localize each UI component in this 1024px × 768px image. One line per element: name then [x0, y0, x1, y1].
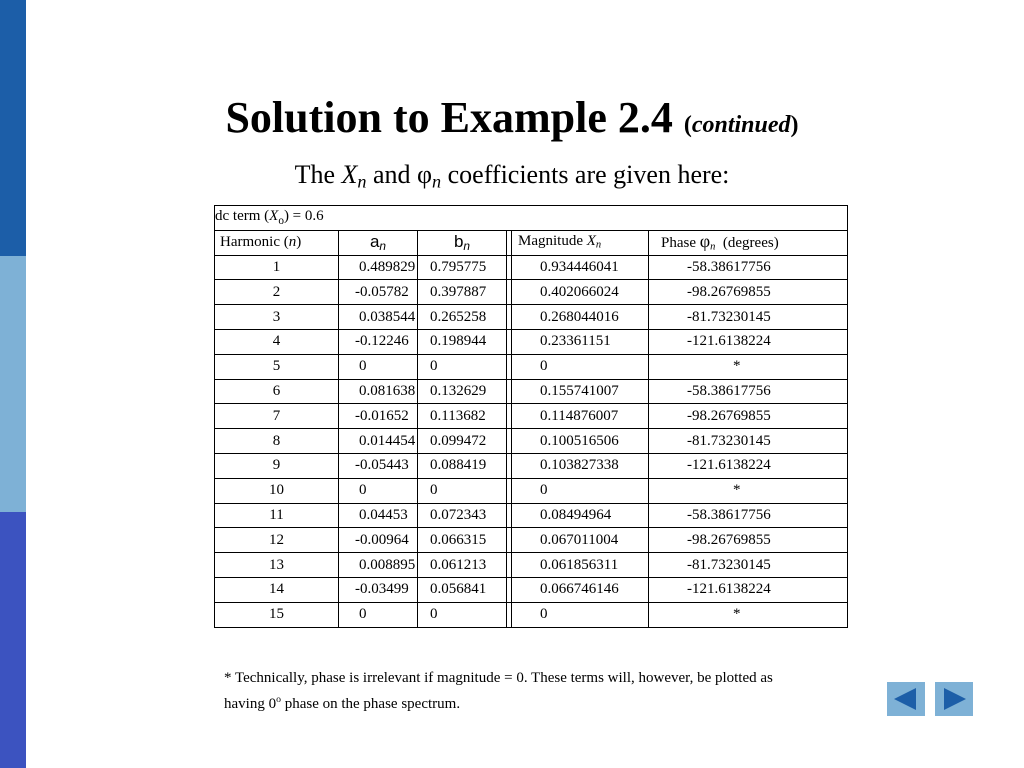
phase-value: -121.6138224 [687, 581, 771, 598]
cell-harmonic [215, 503, 339, 528]
an-value: -0.00964 [355, 531, 409, 548]
table-row [215, 503, 848, 528]
subtitle-x: X [341, 160, 358, 189]
header-magnitude-x: X [586, 233, 596, 250]
cell-harmonic [215, 453, 339, 478]
header-harmonic-n: n [288, 234, 297, 251]
an-value: -0.05782 [355, 283, 409, 300]
cell-harmonic [215, 528, 339, 553]
table-row [215, 379, 848, 404]
table-row [215, 280, 848, 305]
magnitude-value: 0.103827338 [540, 457, 619, 474]
bn-value: 0.056841 [430, 581, 487, 598]
bn-value: 0 [430, 606, 438, 623]
cell-bn [418, 404, 507, 429]
magnitude-value: 0 [540, 606, 548, 623]
subtitle-x-sub: n [357, 171, 367, 192]
cell-an [339, 280, 418, 305]
cell-bn [418, 305, 507, 330]
table-row [215, 329, 848, 354]
harmonic-value: 7 [272, 407, 281, 424]
phase-value: -98.26769855 [687, 283, 771, 300]
header-phase-label: Phase [661, 235, 700, 252]
harmonic-value: 10 [269, 482, 284, 499]
header-a: a [369, 231, 380, 251]
cell-magnitude [512, 453, 649, 478]
an-value: 0.04453 [359, 506, 408, 523]
cell-phase [649, 503, 848, 528]
header-row [215, 230, 848, 255]
footnote-text-pre: * Technically, phase is irrelevant if magnitude = 0. These terms will, however, be plotted as having 0 [224, 670, 773, 712]
phase-value: -81.73230145 [687, 432, 771, 449]
magnitude-value: 0.402066024 [540, 283, 619, 300]
cell-bn [418, 453, 507, 478]
header-b: b [453, 231, 464, 251]
table-row [215, 305, 848, 330]
harmonic-value: 9 [272, 457, 281, 474]
bn-value: 0.132629 [430, 382, 487, 399]
magnitude-value: 0.100516506 [540, 432, 619, 449]
cell-magnitude [512, 553, 649, 578]
dc-term-cell [215, 206, 848, 231]
table-row [215, 404, 848, 429]
previous-slide-button[interactable] [887, 682, 925, 716]
phase-value: -121.6138224 [687, 457, 771, 474]
magnitude-value: 0.23361151 [540, 333, 611, 350]
table-row [215, 453, 848, 478]
cell-bn [418, 577, 507, 602]
an-value: -0.12246 [355, 333, 409, 350]
header-magnitude-label: Magnitude [518, 233, 587, 250]
magnitude-value: 0.934446041 [540, 258, 619, 275]
harmonic-value: 2 [272, 283, 281, 300]
table-row [215, 528, 848, 553]
cell-harmonic [215, 602, 339, 627]
cell-harmonic [215, 255, 339, 280]
an-value: 0.038544 [359, 308, 416, 325]
phase-value: -81.73230145 [687, 556, 771, 573]
phase-value: -58.38617756 [687, 382, 771, 399]
magnitude-value: 0.114876007 [540, 407, 619, 424]
cell-phase [649, 577, 848, 602]
cell-an [339, 305, 418, 330]
header-phase-phi: φ [699, 231, 711, 252]
cell-an [339, 404, 418, 429]
cell-phase [649, 553, 848, 578]
cell-an [339, 553, 418, 578]
cell-bn [418, 528, 507, 553]
table-row [215, 255, 848, 280]
subtitle-phi-sub: n [432, 171, 442, 192]
cell-bn [418, 379, 507, 404]
table-row [215, 429, 848, 454]
an-value: -0.05443 [355, 457, 409, 474]
cell-harmonic [215, 354, 339, 379]
footnote [224, 668, 804, 715]
magnitude-value: 0.155741007 [540, 382, 619, 399]
cell-magnitude [512, 255, 649, 280]
cell-phase [649, 429, 848, 454]
bn-value: 0.088419 [430, 457, 487, 474]
slide-title [0, 92, 1024, 143]
subtitle-and: and [372, 160, 411, 189]
cell-phase [649, 354, 848, 379]
subtitle-rest: coefficients are given here: [447, 160, 730, 189]
cell-an [339, 453, 418, 478]
bn-value: 0.072343 [430, 506, 487, 523]
an-value: 0.014454 [359, 432, 416, 449]
header-phase-sub: n [710, 241, 716, 253]
phase-value: * [733, 358, 741, 375]
cell-bn [418, 354, 507, 379]
phase-value: -58.38617756 [687, 506, 771, 523]
cell-magnitude [512, 354, 649, 379]
phase-value: -121.6138224 [687, 333, 771, 350]
header-b-sub: n [463, 238, 471, 253]
slide-subtitle [0, 160, 1024, 193]
title-paren-open: ( [683, 112, 692, 138]
cell-harmonic [215, 305, 339, 330]
phase-value: -81.73230145 [687, 308, 771, 325]
dc-label-post: ) = 0.6 [283, 207, 324, 224]
cell-bn [418, 478, 507, 503]
phase-value: -58.38617756 [687, 258, 771, 275]
an-value: 0.489829 [359, 258, 416, 275]
an-value: 0 [359, 358, 367, 375]
harmonic-value: 5 [272, 358, 281, 375]
cell-an [339, 528, 418, 553]
cell-phase [649, 404, 848, 429]
header-magnitude-sub: n [595, 239, 602, 251]
triangle-right-icon [935, 682, 973, 716]
dc-x: X [269, 207, 279, 224]
harmonic-value: 14 [269, 581, 284, 598]
cell-harmonic [215, 553, 339, 578]
bn-value: 0.795775 [430, 258, 487, 275]
phase-value: -98.26769855 [687, 407, 771, 424]
header-phase-unit: (degrees) [722, 235, 779, 252]
cell-an [339, 429, 418, 454]
bn-value: 0.099472 [430, 432, 487, 449]
cell-phase [649, 329, 848, 354]
cell-harmonic [215, 478, 339, 503]
bn-value: 0 [430, 482, 438, 499]
cell-magnitude [512, 429, 649, 454]
table-row [215, 602, 848, 627]
bn-value: 0.265258 [430, 308, 487, 325]
cell-magnitude [512, 503, 649, 528]
an-value: 0.008895 [359, 556, 416, 573]
header-an [339, 230, 418, 255]
bn-value: 0.198944 [430, 333, 487, 350]
cell-harmonic [215, 577, 339, 602]
magnitude-value: 0 [540, 358, 548, 375]
table-row [215, 577, 848, 602]
table-row [215, 478, 848, 503]
bn-value: 0.061213 [430, 556, 487, 573]
magnitude-value: 0.066746146 [540, 581, 619, 598]
magnitude-value: 0 [540, 482, 548, 499]
cell-bn [418, 503, 507, 528]
cell-an [339, 478, 418, 503]
header-harmonic-pre: Harmonic ( [220, 234, 289, 251]
phase-value: * [733, 482, 741, 499]
phase-value: -98.26769855 [687, 531, 771, 548]
harmonic-value: 1 [272, 258, 281, 275]
cell-an [339, 602, 418, 627]
cell-harmonic [215, 280, 339, 305]
cell-magnitude [512, 329, 649, 354]
cell-bn [418, 602, 507, 627]
cell-bn [418, 255, 507, 280]
cell-bn [418, 280, 507, 305]
cell-bn [418, 553, 507, 578]
cell-phase [649, 255, 848, 280]
cell-an [339, 255, 418, 280]
cell-harmonic [215, 429, 339, 454]
cell-harmonic [215, 379, 339, 404]
harmonic-value: 15 [269, 606, 284, 623]
cell-an [339, 354, 418, 379]
cell-bn [418, 429, 507, 454]
footnote-text-post: phase on the phase spectrum. [280, 696, 461, 712]
cell-magnitude [512, 404, 649, 429]
magnitude-value: 0.08494964 [540, 506, 612, 523]
cell-magnitude [512, 528, 649, 553]
harmonic-value: 11 [269, 506, 284, 523]
an-value: 0 [359, 606, 367, 623]
cell-bn [418, 329, 507, 354]
header-harmonic [215, 230, 339, 255]
harmonic-value: 4 [272, 333, 281, 350]
dc-term-row [215, 206, 848, 231]
cell-an [339, 379, 418, 404]
cell-phase [649, 453, 848, 478]
phase-value: * [733, 606, 741, 623]
sidebar-segment-middle [0, 256, 26, 512]
harmonic-value: 8 [272, 432, 281, 449]
bn-value: 0.397887 [430, 283, 487, 300]
cell-phase [649, 602, 848, 627]
cell-phase [649, 528, 848, 553]
an-value: 0 [359, 482, 367, 499]
magnitude-value: 0.061856311 [540, 556, 619, 573]
bn-value: 0.066315 [430, 531, 487, 548]
triangle-left-icon [887, 682, 925, 716]
subtitle-prefix: The [294, 160, 335, 189]
an-value: 0.081638 [359, 382, 416, 399]
harmonic-value: 13 [269, 556, 284, 573]
an-value: -0.03499 [355, 581, 409, 598]
header-bn [418, 230, 507, 255]
cell-magnitude [512, 478, 649, 503]
header-magnitude [512, 230, 649, 255]
cell-magnitude [512, 602, 649, 627]
header-harmonic-post: ) [296, 234, 302, 251]
bn-value: 0 [430, 358, 438, 375]
header-a-sub: n [379, 238, 387, 253]
cell-magnitude [512, 305, 649, 330]
magnitude-value: 0.067011004 [540, 531, 619, 548]
harmonic-value: 3 [272, 308, 281, 325]
cell-an [339, 329, 418, 354]
magnitude-value: 0.268044016 [540, 308, 619, 325]
footnote-degree: o [276, 694, 281, 705]
cell-harmonic [215, 329, 339, 354]
cell-phase [649, 379, 848, 404]
cell-phase [649, 305, 848, 330]
cell-phase [649, 478, 848, 503]
cell-magnitude [512, 577, 649, 602]
subtitle-phi: φ [417, 160, 433, 189]
next-slide-button[interactable] [935, 682, 973, 716]
cell-magnitude [512, 379, 649, 404]
cell-harmonic [215, 404, 339, 429]
harmonic-value: 12 [269, 531, 284, 548]
harmonic-value: 6 [272, 382, 281, 399]
an-value: -0.01652 [355, 407, 409, 424]
cell-an [339, 503, 418, 528]
table-row [215, 553, 848, 578]
bn-value: 0.113682 [430, 407, 486, 424]
cell-an [339, 577, 418, 602]
title-main: Solution to Example 2.4 [225, 93, 673, 142]
dc-label-pre: dc term ( [215, 207, 270, 224]
table-row [215, 354, 848, 379]
dc-sub: o [278, 214, 284, 227]
coefficient-table [214, 205, 848, 628]
sidebar-segment-bottom [0, 512, 26, 768]
cell-phase [649, 280, 848, 305]
title-continued: continued [691, 112, 791, 138]
header-phase [649, 230, 848, 255]
title-paren-close: ) [790, 112, 799, 138]
cell-magnitude [512, 280, 649, 305]
